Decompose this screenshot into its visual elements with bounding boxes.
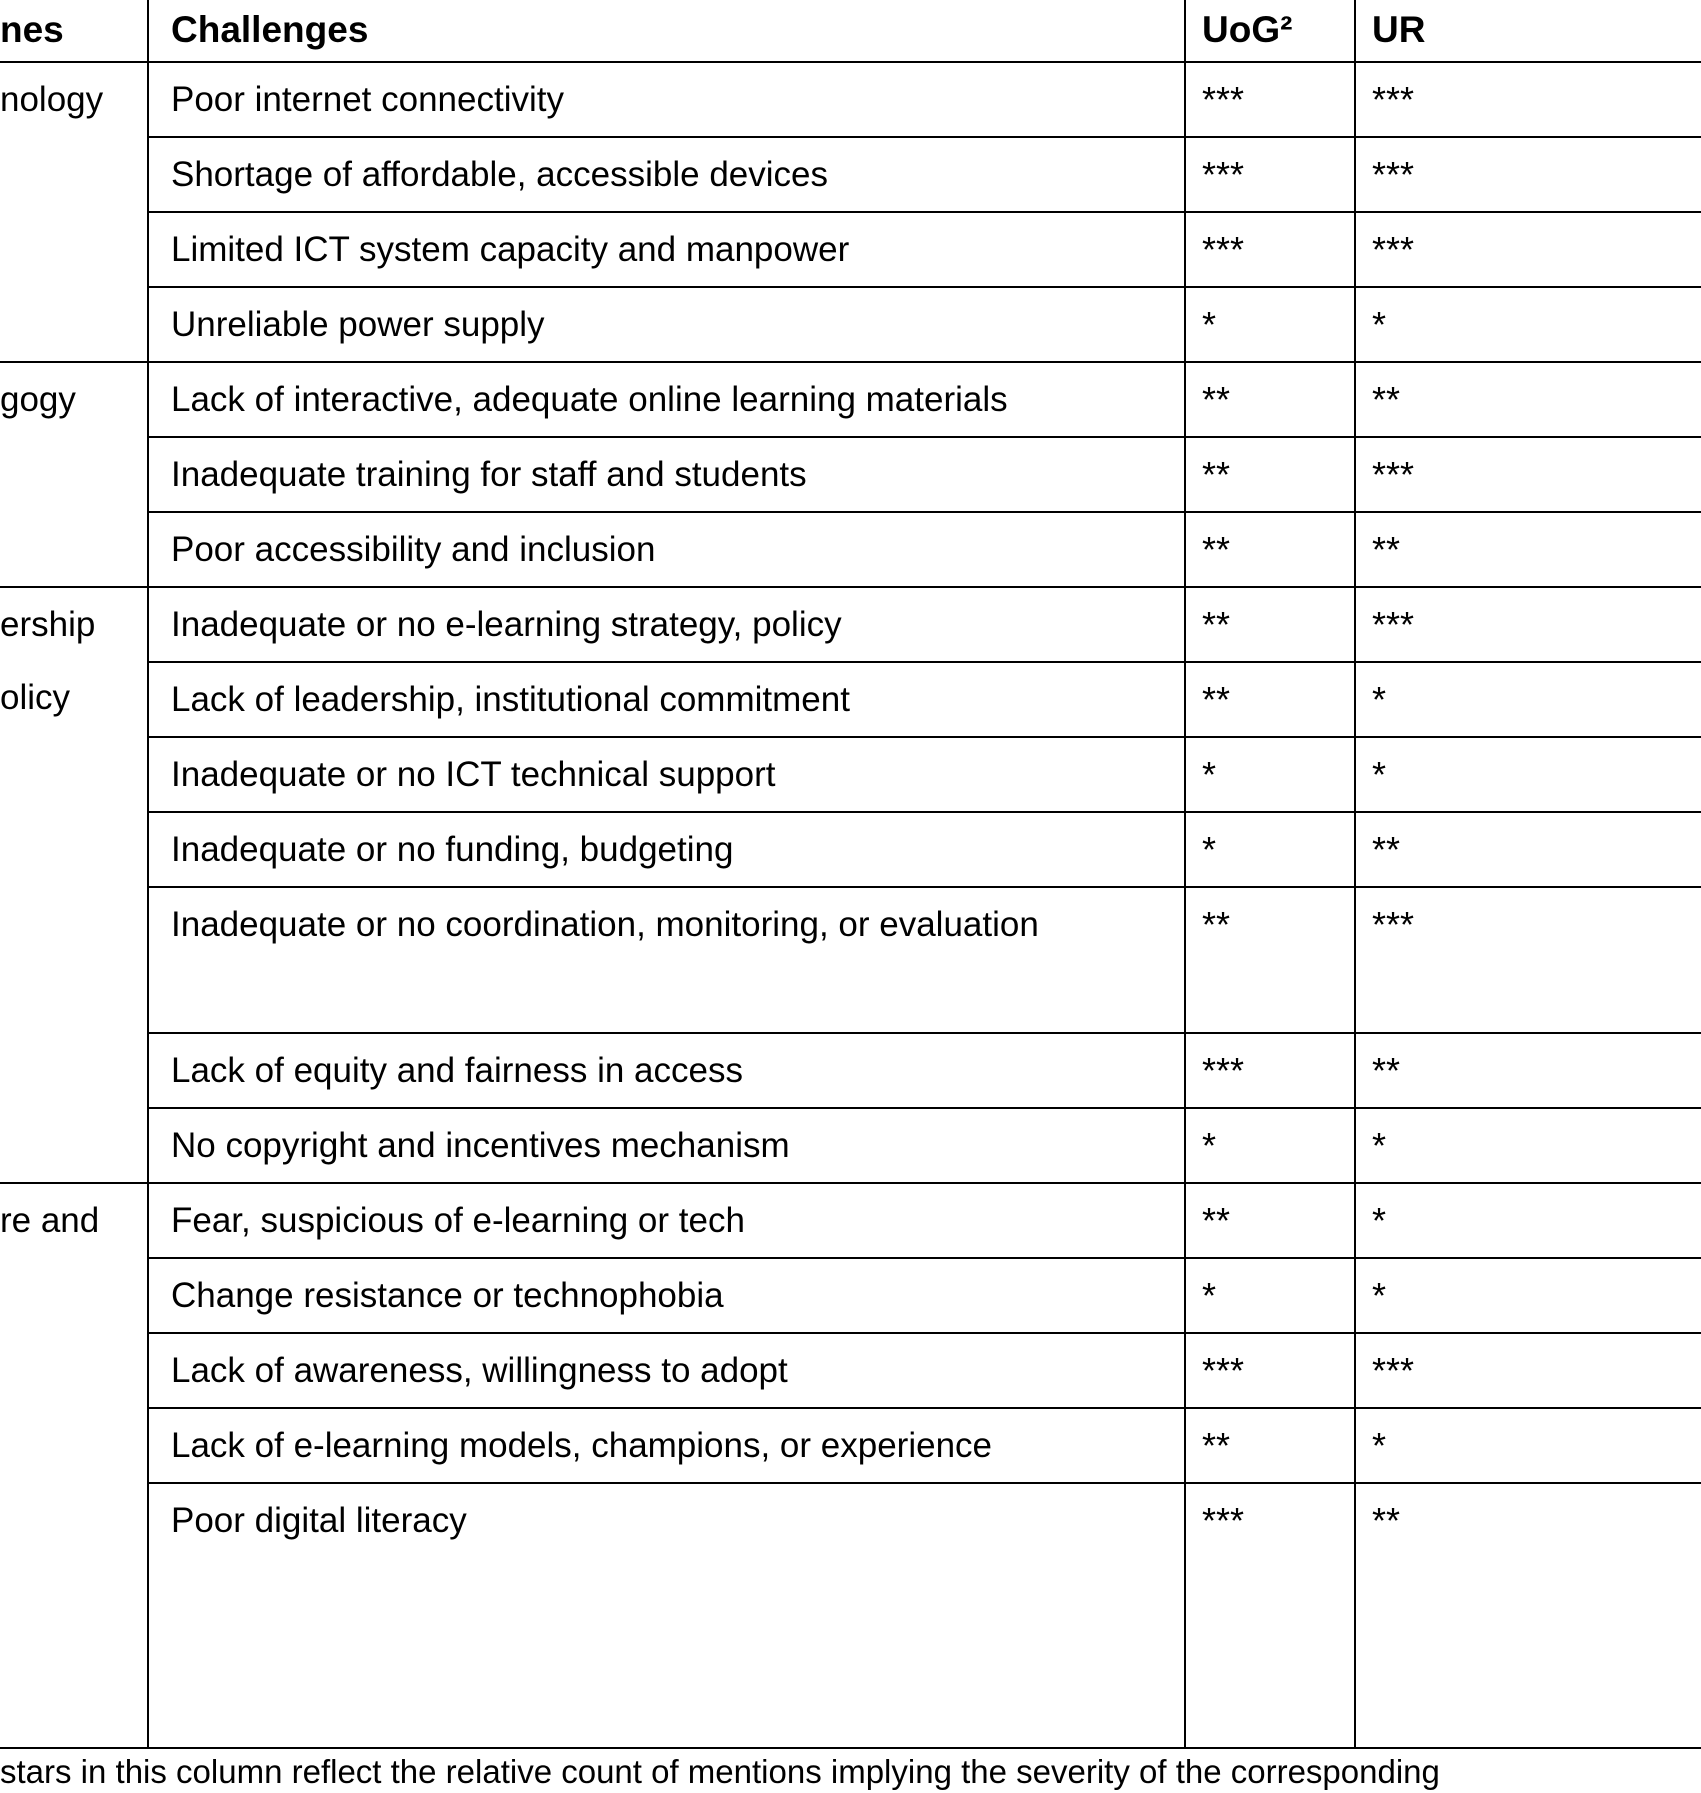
ur-rating: *** — [1355, 212, 1701, 287]
challenge-cell: Lack of awareness, willingness to adopt — [148, 1333, 1185, 1408]
theme-fragment: gogy — [0, 380, 76, 419]
ur-rating: * — [1355, 287, 1701, 362]
uog-rating: ** — [1185, 1408, 1355, 1483]
table-row — [0, 287, 1701, 362]
table-row — [0, 1258, 1701, 1333]
challenge-cell: Inadequate or no ICT technical support — [148, 737, 1185, 812]
challenge-cell: Change resistance or technophobia — [148, 1258, 1185, 1333]
challenge-cell: Poor digital literacy — [148, 1483, 1185, 1748]
ur-rating: ** — [1355, 1483, 1701, 1748]
header-challenges: Challenges — [148, 0, 1185, 62]
uog-rating: ** — [1185, 362, 1355, 437]
table-row — [0, 137, 1701, 212]
uog-rating: *** — [1185, 1333, 1355, 1408]
table-row — [0, 887, 1701, 1033]
challenge-cell: Lack of e-learning models, champions, or experience — [148, 1408, 1185, 1483]
ur-rating: *** — [1355, 587, 1701, 662]
challenge-cell: Lack of interactive, adequate online learning materials — [148, 362, 1185, 437]
group-pedagogy — [0, 362, 1701, 587]
challenge-cell: Inadequate training for staff and students — [148, 437, 1185, 512]
table-row — [0, 1483, 1701, 1748]
table-row — [0, 1183, 1701, 1258]
uog-rating: ** — [1185, 512, 1355, 587]
uog-rating: ** — [1185, 1183, 1355, 1258]
ur-rating: ** — [1355, 512, 1701, 587]
uog-rating: * — [1185, 287, 1355, 362]
table-row — [0, 362, 1701, 437]
table-row — [0, 812, 1701, 887]
challenge-cell: Poor accessibility and inclusion — [148, 512, 1185, 587]
table-footnote: stars in this column reflect the relative count of mentions implying the severity of the corresponding — [0, 1753, 1440, 1790]
theme-cell-pedagogy — [0, 362, 148, 587]
ur-rating: * — [1355, 1183, 1701, 1258]
ur-rating: *** — [1355, 887, 1701, 1033]
ur-rating: *** — [1355, 1333, 1701, 1408]
challenge-cell: Unreliable power supply — [148, 287, 1185, 362]
ur-rating: * — [1355, 1108, 1701, 1183]
table-row — [0, 1408, 1701, 1483]
table-row — [0, 737, 1701, 812]
theme-fragment: olicy — [0, 678, 71, 717]
challenge-cell: No copyright and incentives mechanism — [148, 1108, 1185, 1183]
challenge-cell: Inadequate or no e-learning strategy, policy — [148, 587, 1185, 662]
theme-fragment: ership — [0, 605, 96, 644]
table-row — [0, 62, 1701, 137]
ur-rating: *** — [1355, 62, 1701, 137]
theme-fragment: nology — [0, 80, 104, 119]
challenge-cell: Shortage of affordable, accessible devices — [148, 137, 1185, 212]
uog-rating: ** — [1185, 587, 1355, 662]
table-row — [0, 212, 1701, 287]
uog-rating: ** — [1185, 887, 1355, 1033]
theme-cell-culture — [0, 1183, 148, 1748]
uog-rating: ** — [1185, 662, 1355, 737]
header-row — [0, 0, 1701, 62]
ur-rating: ** — [1355, 812, 1701, 887]
ur-rating: * — [1355, 1408, 1701, 1483]
ur-rating: * — [1355, 1258, 1701, 1333]
table-row — [0, 662, 1701, 737]
header-ur: UR — [1355, 0, 1701, 62]
uog-rating: * — [1185, 812, 1355, 887]
challenge-cell: Limited ICT system capacity and manpower — [148, 212, 1185, 287]
uog-rating: *** — [1185, 62, 1355, 137]
challenge-cell — [148, 887, 1185, 1033]
table-row — [0, 1108, 1701, 1183]
ur-rating: *** — [1355, 137, 1701, 212]
uog-rating: ** — [1185, 437, 1355, 512]
group-leadership-policy — [0, 587, 1701, 1183]
group-technology — [0, 62, 1701, 362]
table-row — [0, 512, 1701, 587]
theme-fragment: re and — [0, 1201, 100, 1240]
uog-rating: * — [1185, 1108, 1355, 1183]
ur-rating: * — [1355, 737, 1701, 812]
header-themes: nes — [0, 0, 148, 62]
table-row — [0, 587, 1701, 662]
uog-rating: * — [1185, 737, 1355, 812]
challenge-cell: Lack of equity and fairness in access — [148, 1033, 1185, 1108]
ur-rating: *** — [1355, 437, 1701, 512]
ur-rating: * — [1355, 662, 1701, 737]
uog-rating: *** — [1185, 1033, 1355, 1108]
uog-rating: *** — [1185, 212, 1355, 287]
ur-rating: ** — [1355, 1033, 1701, 1108]
theme-cell-technology — [0, 62, 148, 362]
challenge-cell: Lack of leadership, institutional commitment — [148, 662, 1185, 737]
ur-rating: ** — [1355, 362, 1701, 437]
uog-rating: *** — [1185, 1483, 1355, 1748]
uog-rating: * — [1185, 1258, 1355, 1333]
group-culture — [0, 1183, 1701, 1748]
uog-rating: *** — [1185, 137, 1355, 212]
challenge-cell: Poor internet connectivity — [148, 62, 1185, 137]
challenge-cell: Inadequate or no funding, budgeting — [148, 812, 1185, 887]
table-row — [0, 1333, 1701, 1408]
table-row — [0, 1033, 1701, 1108]
theme-cell-leadership-policy — [0, 587, 148, 1183]
challenge-text: Inadequate or no coordination, monitoring, or evaluation — [171, 905, 1039, 944]
header-uog: UoG² — [1185, 0, 1355, 62]
challenge-cell: Fear, suspicious of e-learning or tech — [148, 1183, 1185, 1258]
table-row — [0, 437, 1701, 512]
